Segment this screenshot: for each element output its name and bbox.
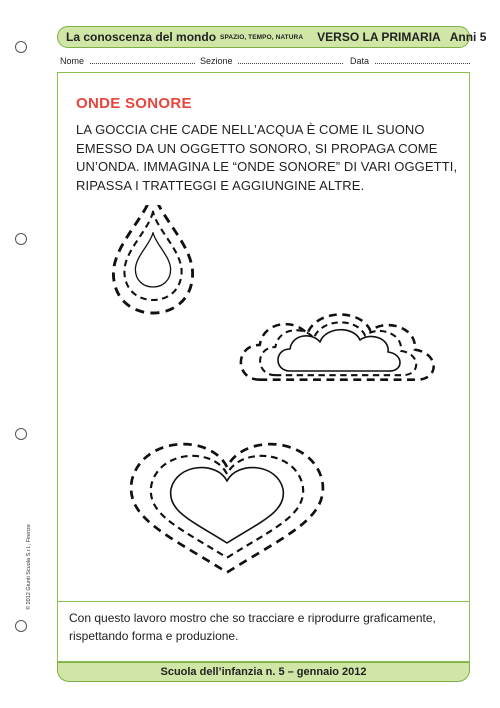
drop-icon — [113, 205, 192, 313]
self-assessment-text: Con questo lavoro mostro che so tracciare e riprodurre graficamente, rispettando forma e produzione. — [69, 611, 436, 643]
sound-waves-drawing[interactable] — [57, 205, 470, 600]
header-level: VERSO LA PRIMARIA — [317, 30, 441, 44]
date-label: Data — [350, 56, 370, 66]
copyright-note: © 2012 Giunti Scuola S.r.l., Firenze — [26, 524, 32, 610]
binder-hole-1 — [15, 41, 27, 53]
header-title: La conoscenza del mondo — [66, 30, 217, 44]
cloud-icon — [241, 315, 434, 380]
header-years: Anni 5 — [449, 30, 487, 44]
name-line[interactable] — [90, 55, 195, 64]
binder-hole-4 — [15, 620, 27, 632]
self-assessment-box — [57, 601, 470, 662]
header-subtitle: SPAZIO, TEMPO, NATURA — [220, 33, 304, 41]
exercise-instructions: LA GOCCIA CHE CADE NELL’ACQUA È COME IL SUONO EMESSO DA UN OGGETTO SONORO, SI PROPAGA COME UN’ONDA. IMMAGINA LE “ONDE SONORE” DI VARI OGGETTI, RIPASSA I TRATTEGGI E AGGIUNGINE ALTRE. — [76, 122, 458, 193]
section-label: Sezione — [200, 56, 233, 66]
binder-hole-2 — [15, 233, 27, 245]
exercise-title: ONDE SONORE — [76, 95, 192, 112]
binder-hole-3 — [15, 428, 27, 440]
section-line[interactable] — [238, 55, 343, 64]
date-field[interactable] — [350, 55, 470, 66]
date-line[interactable] — [375, 55, 470, 64]
issue-footer: Scuola dell’infanzia n. 5 – gennaio 2012 — [57, 662, 470, 682]
section-field[interactable] — [200, 55, 343, 66]
worksheet-header — [57, 26, 487, 48]
name-field[interactable] — [60, 55, 195, 66]
heart-icon — [131, 444, 323, 572]
name-label: Nome — [60, 56, 85, 66]
